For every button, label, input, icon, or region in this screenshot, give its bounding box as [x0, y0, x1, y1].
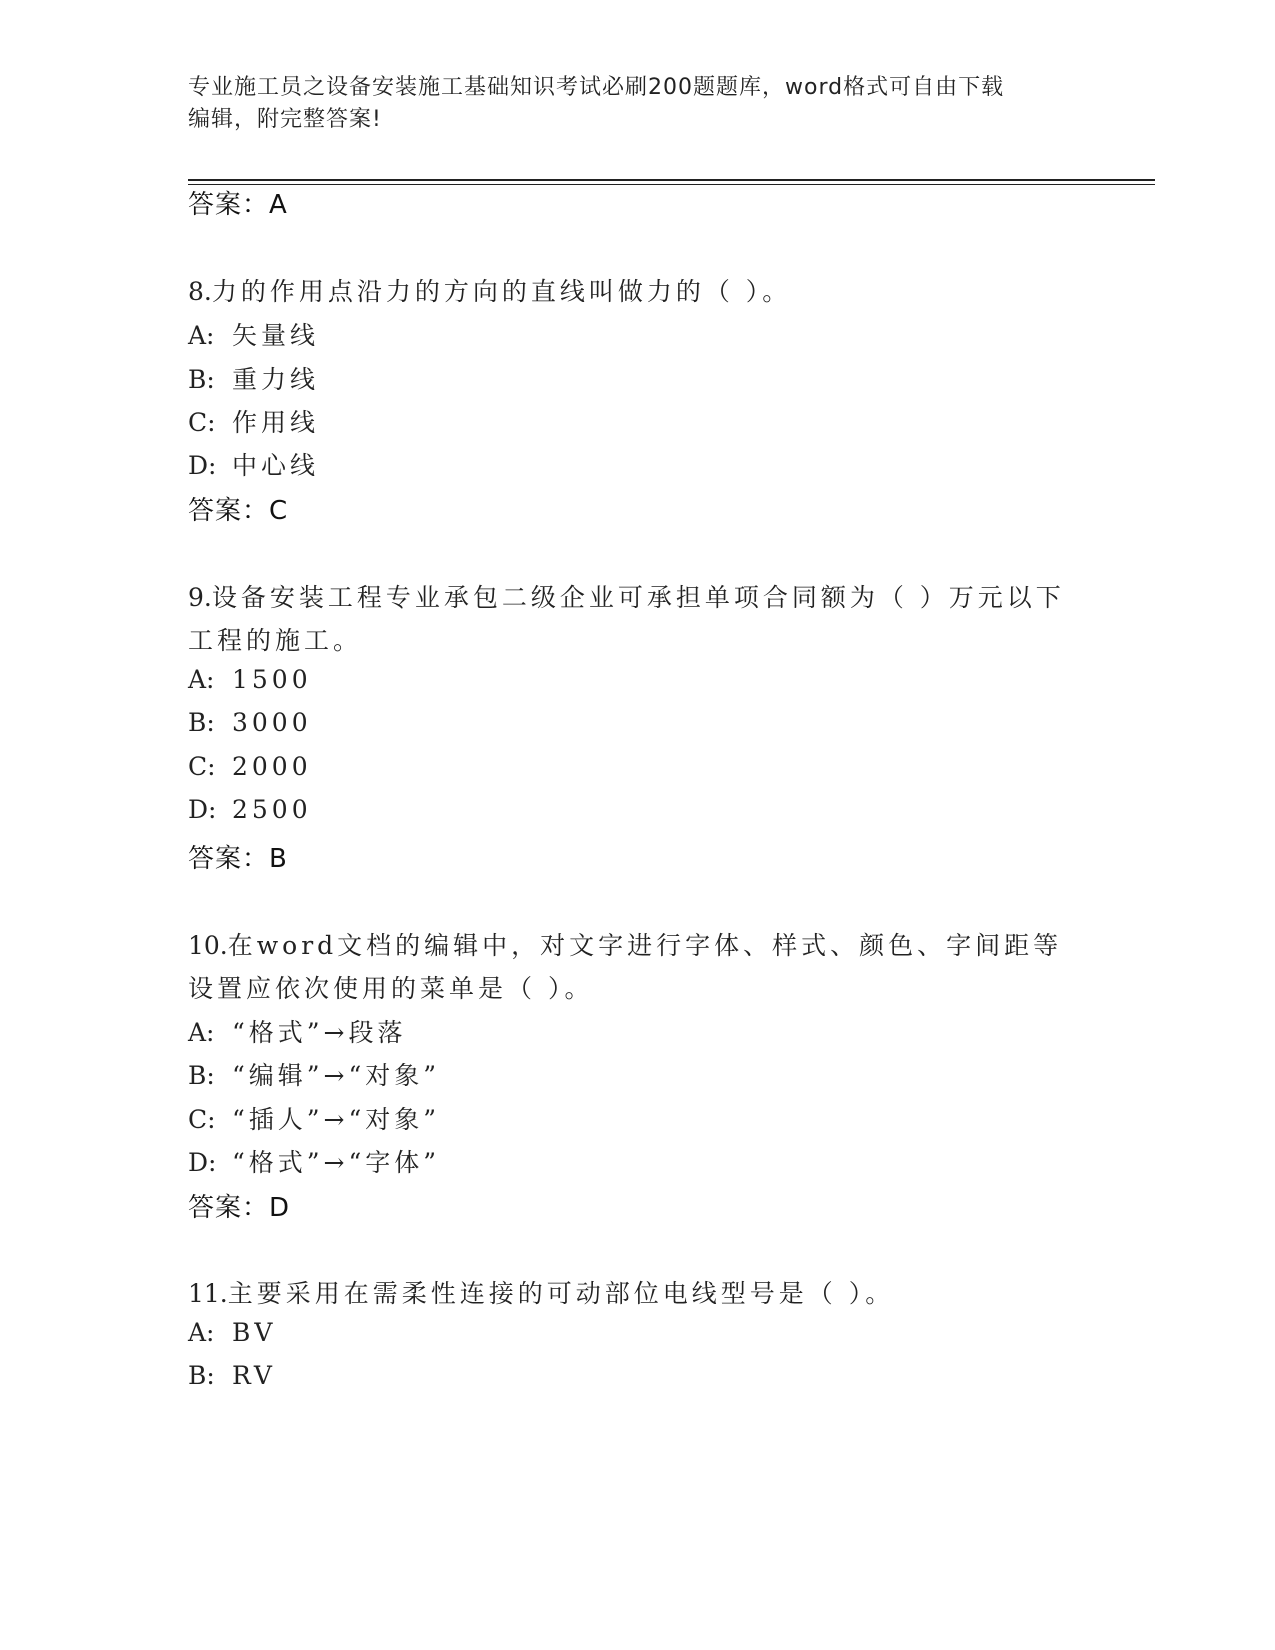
option-c	[188, 752, 312, 781]
question-text: 在word文档的编辑中，对文字进行字体、样式、颜色、字间距等	[227, 931, 1063, 960]
option-a	[188, 1013, 407, 1049]
question-text: 设备安装工程专业承包二级企业可承担单项合同额为（ ）万元以下	[211, 583, 1065, 612]
header-divider	[188, 179, 1155, 181]
option-text: “插人”→“对象”	[232, 1105, 441, 1134]
question-stem-continued: 工程的施工。	[188, 626, 363, 655]
header-divider-thin	[188, 184, 1155, 185]
option-text: 中心线	[232, 451, 320, 480]
option-text: “格式”→“字体”	[232, 1148, 441, 1177]
option-b	[188, 1361, 276, 1390]
question-stem	[188, 926, 1062, 962]
header-line-1: 专业施工员之设备安装施工基础知识考试必刷200题题库，word格式可自由下载	[188, 75, 1005, 100]
question-stem	[188, 1274, 894, 1310]
option-letter: B:	[188, 1361, 215, 1390]
option-letter: C:	[188, 1105, 216, 1134]
option-letter: D:	[188, 1148, 217, 1177]
option-text: 作用线	[232, 408, 320, 437]
option-text: 重力线	[232, 365, 320, 394]
option-c	[188, 403, 319, 439]
option-letter: A:	[188, 665, 215, 694]
option-text: 2500	[232, 795, 312, 824]
answer-label: 答案：D	[188, 1193, 291, 1223]
option-letter: C:	[188, 752, 216, 781]
question-stem	[188, 578, 1065, 614]
option-text: RV	[232, 1361, 276, 1390]
option-text: “格式”→段落	[232, 1018, 407, 1047]
answer-label: 答案：A	[188, 190, 288, 220]
option-letter: B:	[188, 708, 215, 737]
question-number: 10.	[188, 931, 228, 960]
question-number: 8.	[188, 277, 212, 306]
option-a	[188, 316, 319, 352]
header-line-2: 编辑，附完整答案!	[188, 107, 382, 132]
option-letter: B:	[188, 1061, 215, 1090]
option-text: “编辑”→“对象”	[232, 1061, 441, 1090]
option-a	[188, 1318, 276, 1347]
option-letter: A:	[188, 321, 215, 350]
option-letter: B:	[188, 365, 215, 394]
option-letter: A:	[188, 1018, 215, 1047]
option-b	[188, 1056, 440, 1092]
question-stem	[188, 272, 791, 308]
question-text: 主要采用在需柔性连接的可动部位电线型号是（ ）。	[227, 1279, 895, 1308]
option-d	[188, 795, 312, 824]
option-text: 矢量线	[232, 321, 320, 350]
option-letter: A:	[188, 1318, 215, 1347]
option-letter: C:	[188, 408, 216, 437]
option-b	[188, 360, 319, 396]
question-number: 9.	[188, 583, 212, 612]
option-d	[188, 1143, 440, 1179]
question-text: 力的作用点沿力的方向的直线叫做力的（ ）。	[211, 277, 792, 306]
option-text: BV	[232, 1318, 277, 1347]
option-b	[188, 708, 312, 737]
option-letter: D:	[188, 795, 217, 824]
option-d	[188, 446, 319, 482]
option-a	[188, 665, 312, 694]
document-header	[188, 72, 1088, 136]
question-number: 11.	[188, 1279, 228, 1308]
question-stem-continued: 设置应依次使用的菜单是（ ）。	[188, 974, 594, 1003]
option-text: 3000	[232, 708, 312, 737]
answer-label: 答案：C	[188, 496, 289, 526]
answer-label: 答案：B	[188, 844, 288, 874]
option-c	[188, 1100, 440, 1136]
option-text: 1500	[232, 665, 312, 694]
option-text: 2000	[232, 752, 312, 781]
option-letter: D:	[188, 451, 217, 480]
